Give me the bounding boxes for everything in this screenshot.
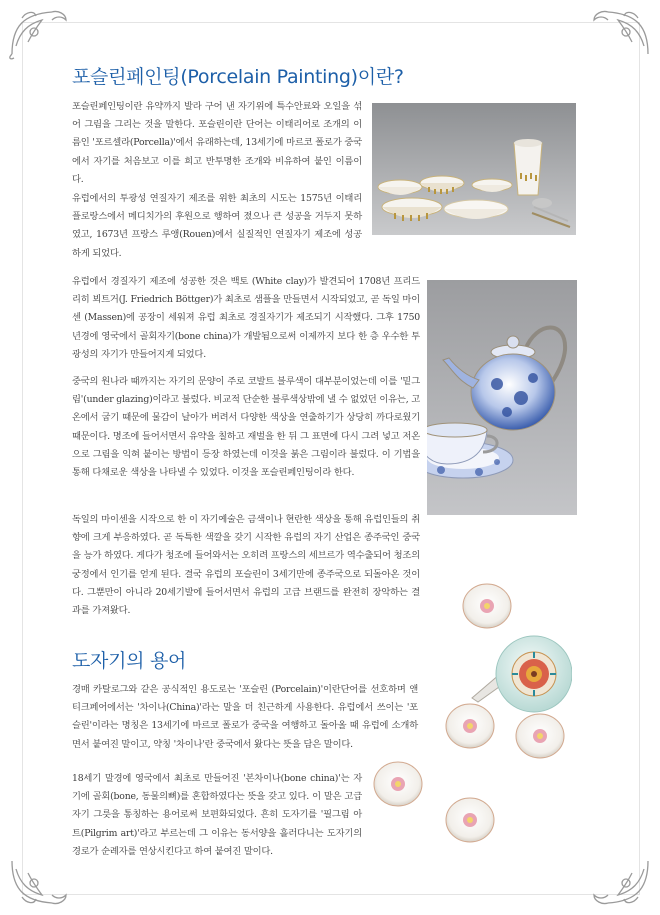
corner-ornament-top-right <box>584 6 654 61</box>
photo-lotus-tea-set <box>360 578 572 863</box>
section-title-ceramic-terms: 도자기의 용어 <box>72 650 187 672</box>
paragraph-soft-porcelain-history: 유럽에서의 투광성 연질자기 제조를 위한 최초의 시도는 1575년 이태리 플로랑스에서 메디치가의 후원으로 행하여 졌으나 큰 성공을 거두지 못하였고, 1673년 프랑스 루앵(Rouen)에서 실질적인 연질자기 제조에 성공하게 되었다. <box>72 193 362 259</box>
paragraph-hard-porcelain-history: 유럽에서 경질자기 제조에 성공한 것은 백토 (White clay)가 발견되어 1708년 프리드리히 뵈트거(J. Friedrich Böttger)가 최초로 샘플을 만들면서 시작되었고, 곧 독일 마이센 (Massen)에 공장이 세워져 유럽 최초로 경질자기가 제조되기 시작했다. 그후 1750년경에 영국에서 골회자기(bone china)가 개발됨으로써 이제까지 보다 한 층 우수한 투광성의 자기가 만들어지게 되었다. <box>72 276 420 360</box>
corner-ornament-top-left <box>6 6 76 61</box>
section-title-porcelain-painting: 포슬린페인팅(Porcelain Painting)이란? <box>72 66 404 88</box>
photo-porcelain-tableware-set <box>372 103 576 235</box>
corner-ornament-bottom-left <box>6 854 76 909</box>
paragraph-definition: 포슬린페인팅이란 유약까지 발라 구어 낸 자기위에 특수안료와 오일을 섞어 그림을 그리는 것을 말한다. 포슬린이란 단어는 이태리어로 조개의 이름인 '포르셀라(Porcella)'에서 유래하는데, 13세기에 마르코 폴로가 중국에서 자기를 처음보고 이를 희고 반투명한 조개와 비유하여 붙인 이름이다. <box>72 101 362 185</box>
paragraph-chinese-glazing: 중국의 원나라 때까지는 자기의 문양이 주로 코발트 블루색이 대부분이었는데 이를 '밑그림'(under glazing)이라고 불렀다. 비교적 단순한 블루색상밖에 낼 수 없었던 이유는, 고온에서 굽기 때문에 물감이 날아가 버려서 다양한 색상을 연출하기가 상당히 까다로웠기 때문이다. 명조에 들어서면서 유약을 칠하고 재벌을 한 뒤 그 표면에 다시 그려 넣고 저온으로 그림을 익혀 붙이는 방법이 등장 하였는데 이것을 붉은 그림이라 불렀다. 이 기법을 통해 다채로운 색상을 나타낼 수 있었다. 이것을 포슬린페인팅이라 한다. <box>72 376 420 479</box>
paragraph-meissen-influence: 독일의 마이센을 시작으로 한 이 자기예술은 금색이나 현란한 색상을 통해 유럽인들의 취향에 크게 부응하였다. 곧 독특한 색깔을 갖기 시작한 유럽의 자기 산업은 종주국인 중국을 능가 하였다. 게다가 청조에 들어와서는 오히려 프랑스의 세브르가 역수출되어 청조의 궁정에서 인기를 얻게 된다. 결국 유럽의 포슬린이 3세기만에 종주국으로 되돌아온 것이다. 그뿐만이 아니라 20세기발에 들어서면서 유럽의 고급 브랜드를 완전히 장악하는 결과를 가져왔다. <box>72 514 420 617</box>
paragraph-bone-china: 18세기 말경에 영국에서 최초로 만들어진 '본차이나(bone china)'는 자기에 골회(bone, 동물의뼈)를 혼합하였다는 뜻을 갖고 있다. 이 말은 고급자기 그릇을 통칭하는 용어로써 보편화되었다. 흔히 도자기를 '필그림 아트(Pilgrim art)'라고 부르는데 그 이유는 동서양을 흘러다니는 도자기의 경로가 순례자를 연상시킨다고 하여 붙여진 말이다. <box>72 773 362 857</box>
corner-ornament-bottom-right <box>584 854 654 909</box>
photo-blue-floral-teapot <box>427 280 577 515</box>
paragraph-porcelain-china-terms: 경매 카탈로그와 같은 공식적인 용도로는 '포슬린 (Porcelain)'이란단어를 선호하며 앤티크페어에서는 '차이나(China)'라는 말을 더 친근하게 사용한다. 유럽에서 쓰이는 '포슬린'이라는 명칭은 13세기에 마르코 폴로가 중국을 여행하고 돌아올 때 유럽에 소개하면서 붙여진 말이고, 약칭 '차이나'란 중국에서 왔다는 뜻을 담은 말이다. <box>72 684 418 750</box>
